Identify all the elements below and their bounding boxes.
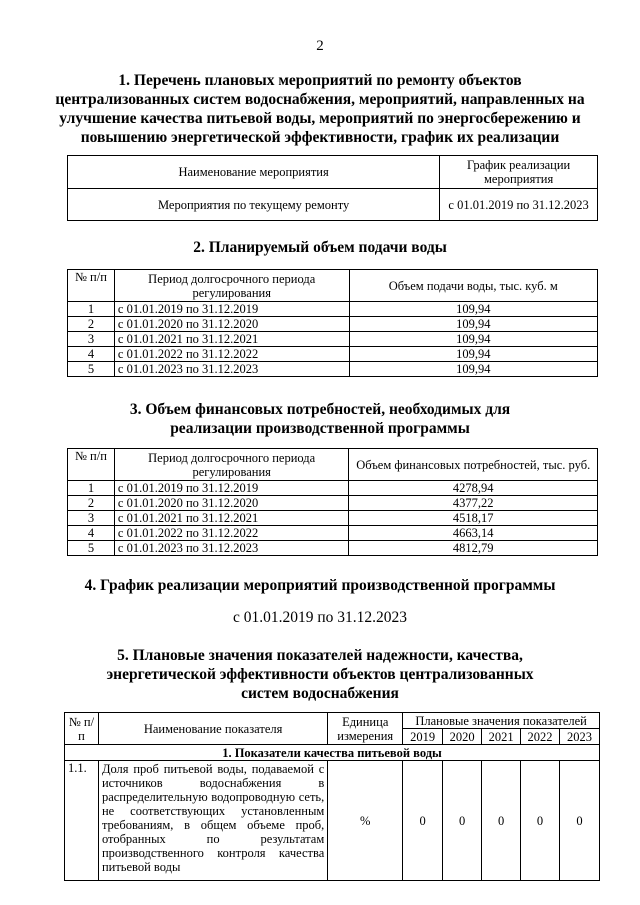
table-row bbox=[68, 317, 598, 332]
header-cell: Наименование показателя bbox=[98, 713, 327, 745]
section4-period: с 01.01.2019 по 31.12.2023 bbox=[232, 609, 408, 626]
cell: 2 bbox=[68, 317, 115, 332]
value-cell: 0 bbox=[443, 761, 482, 881]
title-line: 1. Перечень плановых мероприятий по ремонту объектов bbox=[118, 72, 522, 89]
cell: 5 bbox=[68, 541, 115, 556]
section2-table bbox=[67, 269, 598, 377]
table-row bbox=[68, 481, 598, 496]
table-row bbox=[68, 332, 598, 347]
cell: с 01.01.2019 по 31.12.2019 bbox=[114, 302, 349, 317]
header-cell: Плановые значения показателей bbox=[403, 713, 600, 729]
section4-title: 4. График реализации мероприятий производственной программы bbox=[84, 577, 556, 594]
section3-table bbox=[67, 448, 598, 556]
section1-title bbox=[0, 71, 640, 147]
cell: 109,94 bbox=[349, 302, 597, 317]
title-line: улучшение качества питьевой воды, мероприятий по энергосбережению и bbox=[59, 110, 581, 127]
year-cell: 2023 bbox=[560, 729, 600, 745]
header-cell: Единица измерения bbox=[328, 713, 403, 745]
title-line: систем водоснабжения bbox=[241, 685, 399, 702]
section3-title bbox=[0, 400, 640, 438]
cell: 2 bbox=[68, 496, 115, 511]
cell: Мероприятия по текущему ремонту bbox=[68, 189, 440, 221]
cell: с 01.01.2022 по 31.12.2022 bbox=[114, 347, 349, 362]
cell: 1 bbox=[68, 481, 115, 496]
cell: 4377,22 bbox=[349, 496, 598, 511]
cell: с 01.01.2023 по 31.12.2023 bbox=[114, 541, 349, 556]
table-row bbox=[68, 541, 598, 556]
cell: с 01.01.2019 по 31.12.2019 bbox=[114, 481, 349, 496]
year-cell: 2020 bbox=[443, 729, 482, 745]
section1-table bbox=[67, 155, 598, 221]
header-cell: Объем подачи воды, тыс. куб. м bbox=[349, 270, 597, 302]
header-cell: Объем финансовых потребностей, тыс. руб. bbox=[349, 449, 598, 481]
cell: с 01.01.2022 по 31.12.2022 bbox=[114, 526, 349, 541]
cell: с 01.01.2021 по 31.12.2021 bbox=[114, 511, 349, 526]
cell: Доля проб питьевой воды, подаваемой с источников водоснабжения в распределительную водопроводную сеть, не соответствующих установленным требованиям, в общем объеме проб, отобранных по результатам производственного контроля качества питьевой воды bbox=[98, 761, 327, 881]
table-row bbox=[68, 189, 598, 221]
header-cell: № п/п bbox=[65, 713, 99, 745]
title-line: реализации производственной программы bbox=[170, 420, 470, 437]
header-cell: График реализации мероприятия bbox=[440, 156, 598, 189]
cell: 4 bbox=[68, 347, 115, 362]
header-cell: № п/п bbox=[68, 449, 115, 481]
title-line: повышению энергетической эффективности, график их реализации bbox=[80, 129, 560, 146]
cell: 109,94 bbox=[349, 347, 597, 362]
section5-table bbox=[64, 712, 600, 881]
title-line: энергетической эффективности объектов централизованных bbox=[106, 666, 534, 683]
year-cell: 2021 bbox=[482, 729, 521, 745]
cell: 4812,79 bbox=[349, 541, 598, 556]
title-line: 5. Плановые значения показателей надежности, качества, bbox=[117, 647, 523, 664]
year-cell: 2022 bbox=[521, 729, 560, 745]
cell: 109,94 bbox=[349, 362, 597, 377]
cell: 4 bbox=[68, 526, 115, 541]
value-cell: 0 bbox=[403, 761, 443, 881]
cell: с 01.01.2019 по 31.12.2023 bbox=[440, 189, 598, 221]
cell: 1.1. bbox=[65, 761, 99, 881]
cell: 109,94 bbox=[349, 317, 597, 332]
cell: с 01.01.2020 по 31.12.2020 bbox=[114, 317, 349, 332]
header-cell: Наименование мероприятия bbox=[68, 156, 440, 189]
year-cell: 2019 bbox=[403, 729, 443, 745]
cell: 1 bbox=[68, 302, 115, 317]
cell: 109,94 bbox=[349, 332, 597, 347]
table-row bbox=[68, 302, 598, 317]
table-row bbox=[65, 761, 600, 881]
table-row bbox=[68, 511, 598, 526]
cell: 4663,14 bbox=[349, 526, 598, 541]
cell: % bbox=[328, 761, 403, 881]
value-cell: 0 bbox=[560, 761, 600, 881]
page-number: 2 bbox=[316, 38, 324, 54]
table-row bbox=[68, 362, 598, 377]
table-row bbox=[68, 526, 598, 541]
header-cell: Период долгосрочного периода регулирования bbox=[114, 270, 349, 302]
cell: 5 bbox=[68, 362, 115, 377]
header-cell: № п/п bbox=[68, 270, 115, 302]
cell: 3 bbox=[68, 511, 115, 526]
section5-title bbox=[0, 646, 640, 703]
title-line: 3. Объем финансовых потребностей, необходимых для bbox=[129, 401, 511, 418]
cell: с 01.01.2020 по 31.12.2020 bbox=[114, 496, 349, 511]
group-title: 1. Показатели качества питьевой воды bbox=[65, 745, 600, 761]
cell: с 01.01.2021 по 31.12.2021 bbox=[114, 332, 349, 347]
header-cell: Период долгосрочного периода регулирования bbox=[114, 449, 349, 481]
value-cell: 0 bbox=[521, 761, 560, 881]
cell: 4278,94 bbox=[349, 481, 598, 496]
cell: 4518,17 bbox=[349, 511, 598, 526]
table-row bbox=[68, 496, 598, 511]
section2-title: 2. Планируемый объем подачи воды bbox=[193, 239, 447, 256]
value-cell: 0 bbox=[482, 761, 521, 881]
table-row bbox=[68, 347, 598, 362]
title-line: централизованных систем водоснабжения, мероприятий, направленных на bbox=[55, 91, 585, 108]
cell: 3 bbox=[68, 332, 115, 347]
cell: с 01.01.2023 по 31.12.2023 bbox=[114, 362, 349, 377]
